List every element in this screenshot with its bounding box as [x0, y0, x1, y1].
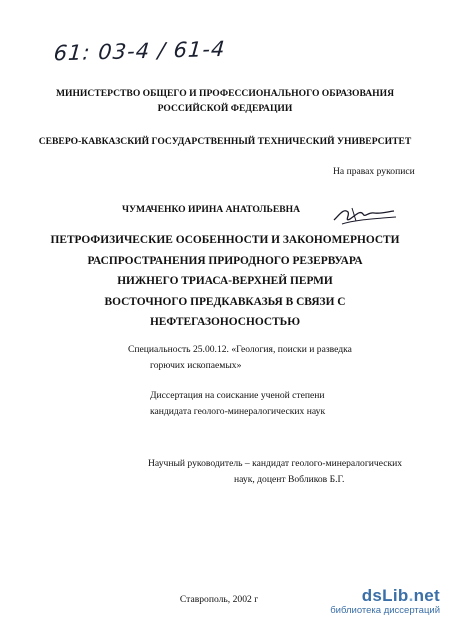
- handwritten-code-text: 61: 03-4 / 61-4: [52, 36, 227, 66]
- supervisor-line-1: Научный руководитель – кандидат геолого-минералогических: [148, 458, 403, 469]
- watermark-name-part-2: net: [413, 586, 440, 605]
- place-and-year: Ставрополь, 2002 г: [179, 594, 259, 605]
- title-line-3: НИЖНЕГО ТРИАСА-ВЕРХНЕЙ ПЕРМИ: [117, 275, 333, 287]
- specialty-line-2: горючих ископаемых»: [150, 360, 242, 371]
- dslib-watermark-logo: [330, 587, 440, 616]
- supervisor-block: [148, 456, 402, 488]
- handwritten-catalog-code: [54, 36, 234, 66]
- university-name: СЕВЕРО-КАВКАЗСКИЙ ГОСУДАРСТВЕННЫЙ ТЕХНИЧЕСКИЙ УНИВЕРСИТЕТ: [38, 136, 412, 147]
- degree-block: [150, 388, 325, 420]
- degree-line-2: кандидата геолого-минералогических наук: [150, 406, 326, 417]
- specialty-line-1: Специальность 25.00.12. «Геология, поиски и разведка: [128, 344, 352, 355]
- title-line-2: РАСПРОСТРАНЕНИЯ ПРИРОДНОГО РЕЗЕРВУАРА: [87, 254, 363, 267]
- title-line-5: НЕФТЕГАЗОНОСНОСТЬЮ: [149, 316, 301, 328]
- ministry-line-2: РОССИЙСКОЙ ФЕДЕРАЦИИ: [157, 103, 293, 114]
- manuscript-rights-note: На правах рукописи: [333, 166, 415, 177]
- ministry-header: [0, 86, 450, 116]
- title-line-4: ВОСТОЧНОГО ПРЕДКАВКАЗЬЯ В СВЯЗИ С: [104, 295, 346, 308]
- watermark-name-dot: .: [408, 586, 414, 605]
- ministry-line-1: МИНИСТЕРСТВО ОБЩЕГО И ПРОФЕССИОНАЛЬНОГО ОБРАЗОВАНИЯ: [55, 88, 395, 99]
- author-name: ЧУМАЧЕНКО ИРИНА АНАТОЛЬЕВНА: [121, 204, 301, 215]
- specialty-block: [128, 342, 352, 374]
- watermark-name-part-1: dsLib: [361, 586, 409, 605]
- watermark-subtitle: библиотека диссертаций: [330, 605, 440, 616]
- title-line-1: ПЕТРОФИЗИЧЕСКИЕ ОСОБЕННОСТИ И ЗАКОНОМЕРНОСТИ: [50, 234, 400, 246]
- dissertation-title: [0, 230, 450, 333]
- supervisor-line-2: наук, доцент Вобликов Б.Г.: [234, 474, 345, 485]
- signature-image: [330, 200, 400, 230]
- watermark-name: [330, 587, 440, 605]
- degree-line-1: Диссертация на соискание ученой степени: [150, 390, 325, 401]
